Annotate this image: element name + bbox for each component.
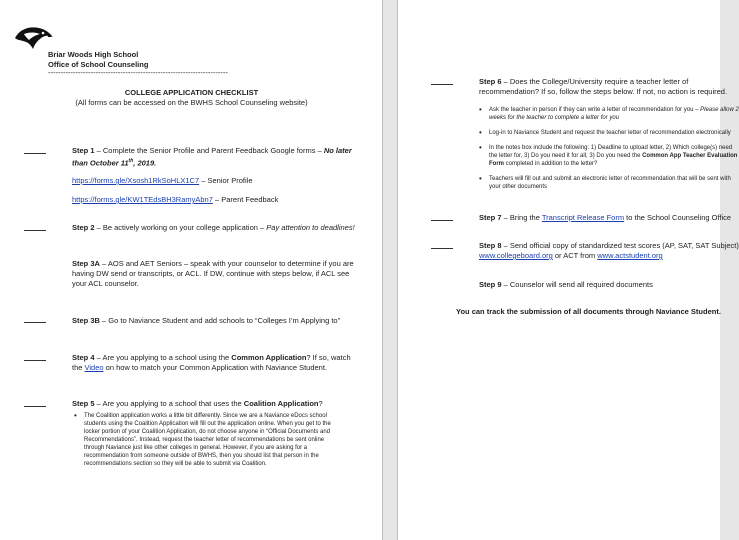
step-2-text: – Be actively working on your college application – xyxy=(94,223,267,232)
actstudent-link[interactable]: www.actstudent.org xyxy=(597,251,663,260)
step-8-label: Step 8 xyxy=(479,241,502,250)
step-5-checkbox-line[interactable] xyxy=(24,406,46,407)
step-6-bullet-1-text: Ask the teacher in person if they can write a letter of recommendation for you – xyxy=(489,107,701,113)
step-2 xyxy=(72,223,362,233)
step-6-bullet-4-text: Teachers will fill out and submit an electronic letter of recommendation that will be sent with your other documents xyxy=(489,176,731,190)
step-9-text: – Counselor will send all required documents xyxy=(501,280,653,289)
step-4 xyxy=(72,353,362,373)
step-4-label: Step 4 xyxy=(72,353,95,362)
parent-feedback-link[interactable]: https://forms.gle/KW1TEdsBH3RamyAbn7 xyxy=(72,195,213,204)
step-8-mid: or ACT from xyxy=(552,251,598,260)
step-6-bullets xyxy=(479,106,739,198)
document-page-2 xyxy=(397,0,739,540)
step-3a-label: Step 3A xyxy=(72,259,100,268)
track-submission-note: You can track the submission of all documents through Naviance Student. xyxy=(456,307,721,316)
step-1 xyxy=(72,146,362,169)
step-6-label: Step 6 xyxy=(479,77,502,86)
step-4-text-3: on how to match your Common Application with Naviance Student. xyxy=(103,363,328,372)
step-5-bullets xyxy=(74,412,344,475)
step-3b-label: Step 3B xyxy=(72,316,100,325)
step-2-checkbox-line[interactable] xyxy=(24,230,46,231)
step-8 xyxy=(479,241,739,251)
step-7-label: Step 7 xyxy=(479,213,502,222)
step-7 xyxy=(479,213,731,223)
step-1-checkbox-line[interactable] xyxy=(24,153,46,154)
step-6-bullet-1-emphasis: Please allow 2 weeks for the teacher to complete a letter for you xyxy=(489,107,739,121)
step-8-checkbox-line[interactable] xyxy=(431,248,453,249)
senior-profile-link[interactable]: https://forms.gle/Xsosh1RkSoHLX1C7 xyxy=(72,176,200,185)
step-5 xyxy=(72,399,362,409)
checklist-title: COLLEGE APPLICATION CHECKLIST xyxy=(124,88,259,97)
office-name: Office of School Counseling xyxy=(48,60,149,69)
step-3a xyxy=(72,259,360,289)
step-5-label: Step 5 xyxy=(72,399,95,408)
step-9-label: Step 9 xyxy=(479,280,502,289)
step-2-label: Step 2 xyxy=(72,223,95,232)
step-1-label: Step 1 xyxy=(72,146,95,155)
transcript-release-form-link[interactable]: Transcript Release Form xyxy=(541,213,625,222)
step-8-links xyxy=(479,251,663,261)
step-6-text: – Does the College/University require a teacher letter of recommendation? If so, follow the steps below. If not, no action is required. xyxy=(479,77,728,96)
step-5-text-1: – Are you applying to a school that uses the xyxy=(94,399,244,408)
step-5-coalition-app: Coalition Application xyxy=(243,399,319,408)
step-4-common-app: Common Application xyxy=(231,353,307,362)
step-2-emphasis: Pay attention to deadlines! xyxy=(266,223,355,232)
step-1-deadline-end: , 2019. xyxy=(133,158,157,168)
collegeboard-link[interactable]: www.collegeboard.org xyxy=(479,251,553,260)
step-6-bullet xyxy=(479,129,739,137)
step-9 xyxy=(479,280,653,290)
step-6-bullet xyxy=(479,144,739,168)
parent-feedback-link-row xyxy=(72,195,278,205)
senior-profile-link-row xyxy=(72,176,253,186)
step-1-deadline-sup: th xyxy=(128,158,134,164)
step-4-checkbox-line[interactable] xyxy=(24,360,46,361)
step-6 xyxy=(479,77,739,97)
step-3b xyxy=(72,316,362,326)
parent-feedback-desc: – Parent Feedback xyxy=(212,195,279,204)
step-5-bullet: • The Coalition application works a little bit differently. Since we are a Naviance eDocs school students using the Coalition Application will fill out the application online. When you get to the locker portion of your Coalition Application, do not choose anyone in “Official Documents and Recommendations”. Instead, request the teacher letter of recommendations be sent online through Naviance just like other colleges in general. However, if you are asking for a recommendation from someone outside of BWHS, then you should list that person in the recommendations section so they will be able to submit via Coalition. xyxy=(74,412,344,468)
step-4-text-1: – Are you applying to a school using the xyxy=(94,353,232,362)
step-3a-text: – AOS and AET Seniors – speak with your counselor to determine if you are having DW send or transcripts, or ACL. If DW, continue with steps below, if ACL see your ACL counselor. xyxy=(72,259,354,288)
step-1-text: – Complete the Senior Profile and Parent Feedback Google forms – xyxy=(94,146,324,155)
step-6-bullet xyxy=(479,106,739,122)
step-6-bullet-3-end: completed in addition to the letter? xyxy=(504,161,598,167)
step-6-bullet-2-text: Log-in to Naviance Student and request the teacher letter of recommendation electronically xyxy=(489,130,731,136)
school-name: Briar Woods High School xyxy=(48,50,139,59)
step-5-text-2: ? xyxy=(318,399,323,408)
falcon-logo-icon xyxy=(14,24,54,50)
step-3b-text: – Go to Naviance Student and add schools to “Colleges I’m Applying to” xyxy=(99,316,341,325)
senior-profile-desc: – Senior Profile xyxy=(199,176,253,185)
step-6-bullet xyxy=(479,175,739,191)
step-1-deadline: No later than October 11 xyxy=(72,146,352,168)
step-6-checkbox-line[interactable] xyxy=(431,84,453,85)
step-6-bullet-3-emphasis: Common App Teacher Evaluation Form xyxy=(489,153,738,167)
step-6-bullet-3-text: In the notes box include the following: 1) Deadline to upload letter, 2) Which college(s) need the letter for, 3) Do you need it for all, 3) Do you need the xyxy=(489,145,733,159)
step-3b-checkbox-line[interactable] xyxy=(24,322,46,323)
step-8-text: – Send official copy of standardized test scores (AP, SAT, SAT Subject) xyxy=(501,241,739,250)
header-rule: ------------------------------------------------------------------------ xyxy=(48,68,228,77)
step-7-text-1: – Bring the xyxy=(501,213,542,222)
step-4-video-link[interactable]: Video xyxy=(84,363,104,372)
step-7-text-2: to the School Counseling Office xyxy=(624,213,732,222)
step-7-checkbox-line[interactable] xyxy=(431,220,453,221)
checklist-subtitle: (All forms can be accessed on the BWHS School Counseling website) xyxy=(75,98,308,107)
step-4-text-2: ? If so, watch the xyxy=(72,353,351,372)
